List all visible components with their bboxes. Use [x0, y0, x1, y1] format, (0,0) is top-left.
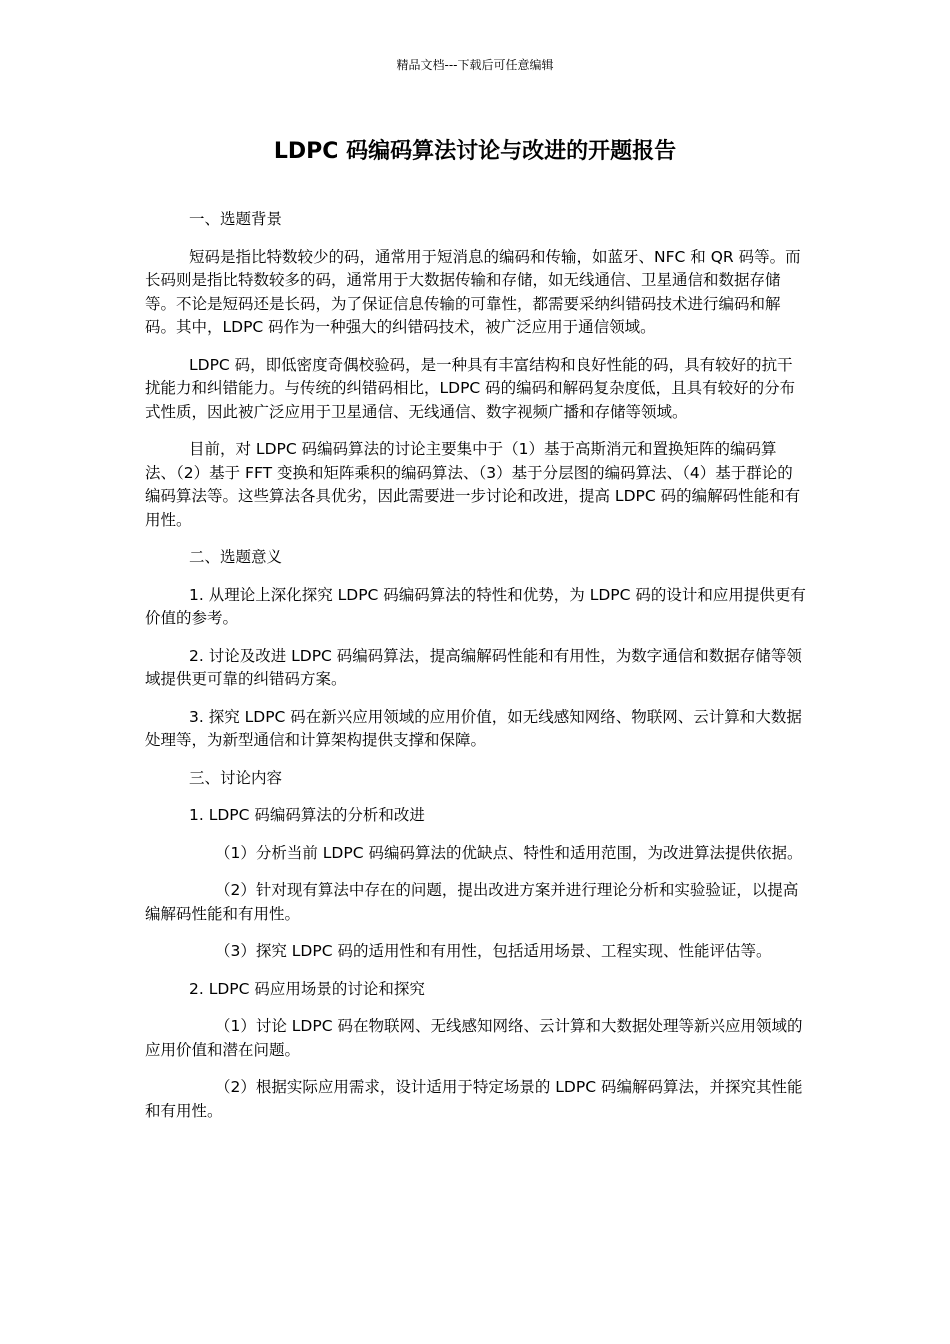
paragraph-short-long-codes: 短码是指比特数较少的码，通常用于短消息的编码和传输，如蓝牙、NFC 和 QR 码等。而长码则是指比特数较多的码，通常用于大数据传输和存储，如无线通信、卫星通信和数据存储等。不论是短码还是长码，为了保证信息传输的可靠性，都需要采纳纠错码技术进行编码和解码。其中，LDPC 码作为一种强大的纠错码技术，被广泛应用于通信领域。 [145, 247, 801, 336]
content-item-2-1: （1）讨论 LDPC 码在物联网、无线感知网络、云计算和大数据处理等新兴应用领域的应用价值和潜在问题。 [145, 1017, 803, 1059]
content-item-2-2: （2）根据实际应用需求，设计适用于特定场景的 LDPC 码编解码算法，并探究其性能和有用性。 [145, 1078, 803, 1120]
content-item-1-3: （3）探究 LDPC 码的适用性和有用性，包括适用场景、工程实现、性能评估等。 [215, 942, 772, 960]
content-item-1-2: （2）针对现有算法中存在的问题，提出改进方案并进行理论分析和实验验证，以提高编解码性能和有用性。 [145, 881, 799, 923]
content-subheading-2: 2. LDPC 码应用场景的讨论和探究 [189, 979, 425, 998]
significance-item-1: 1. 从理论上深化探究 LDPC 码编码算法的特性和优势，为 LDPC 码的设计和应用提供更有价值的参考。 [145, 585, 806, 627]
content-item-1-1: （1）分析当前 LDPC 码编码算法的优缺点、特性和适用范围，为改进算法提供依据。 [215, 843, 803, 862]
section-heading-background: 一、选题背景 [189, 210, 283, 228]
significance-item-2: 2. 讨论及改进 LDPC 码编码算法，提高编解码性能和有用性，为数字通信和数据存储等领域提供更可靠的纠错码方案。 [145, 646, 802, 688]
section-heading-significance: 二、选题意义 [189, 548, 283, 566]
page-header-note: 精品文档---下载后可任意编辑 [396, 58, 554, 72]
content-subheading-1: 1. LDPC 码编码算法的分析和改进 [189, 806, 425, 824]
section-heading-content: 三、讨论内容 [189, 768, 283, 787]
significance-item-3: 3. 探究 LDPC 码在新兴应用领域的应用价值，如无线感知网络、物联网、云计算和大数据处理等，为新型通信和计算架构提供支撑和保障。 [145, 707, 802, 749]
paragraph-current-research: 目前，对 LDPC 码编码算法的讨论主要集中于（1）基于高斯消元和置换矩阵的编码算法、（2）基于 FFT 变换和矩阵乘积的编码算法、（3）基于分层图的编码算法、（4）基于群论的编码算法等。这些算法各具优劣，因此需要进一步讨论和改进，提高 LDPC 码的编解码性能和有用性。 [145, 440, 801, 529]
document-body [145, 208, 807, 1137]
document-title: LDPC 码编码算法讨论与改进的开题报告 [273, 139, 677, 164]
paragraph-ldpc-intro: LDPC 码，即低密度奇偶校验码，是一种具有丰富结构和良好性能的码，具有较好的抗干扰能力和纠错能力。与传统的纠错码相比，LDPC 码的编码和解码复杂度低，且具有较好的分布式性质，因此被广泛应用于卫星通信、无线通信、数字视频广播和存储等领域。 [145, 355, 796, 421]
